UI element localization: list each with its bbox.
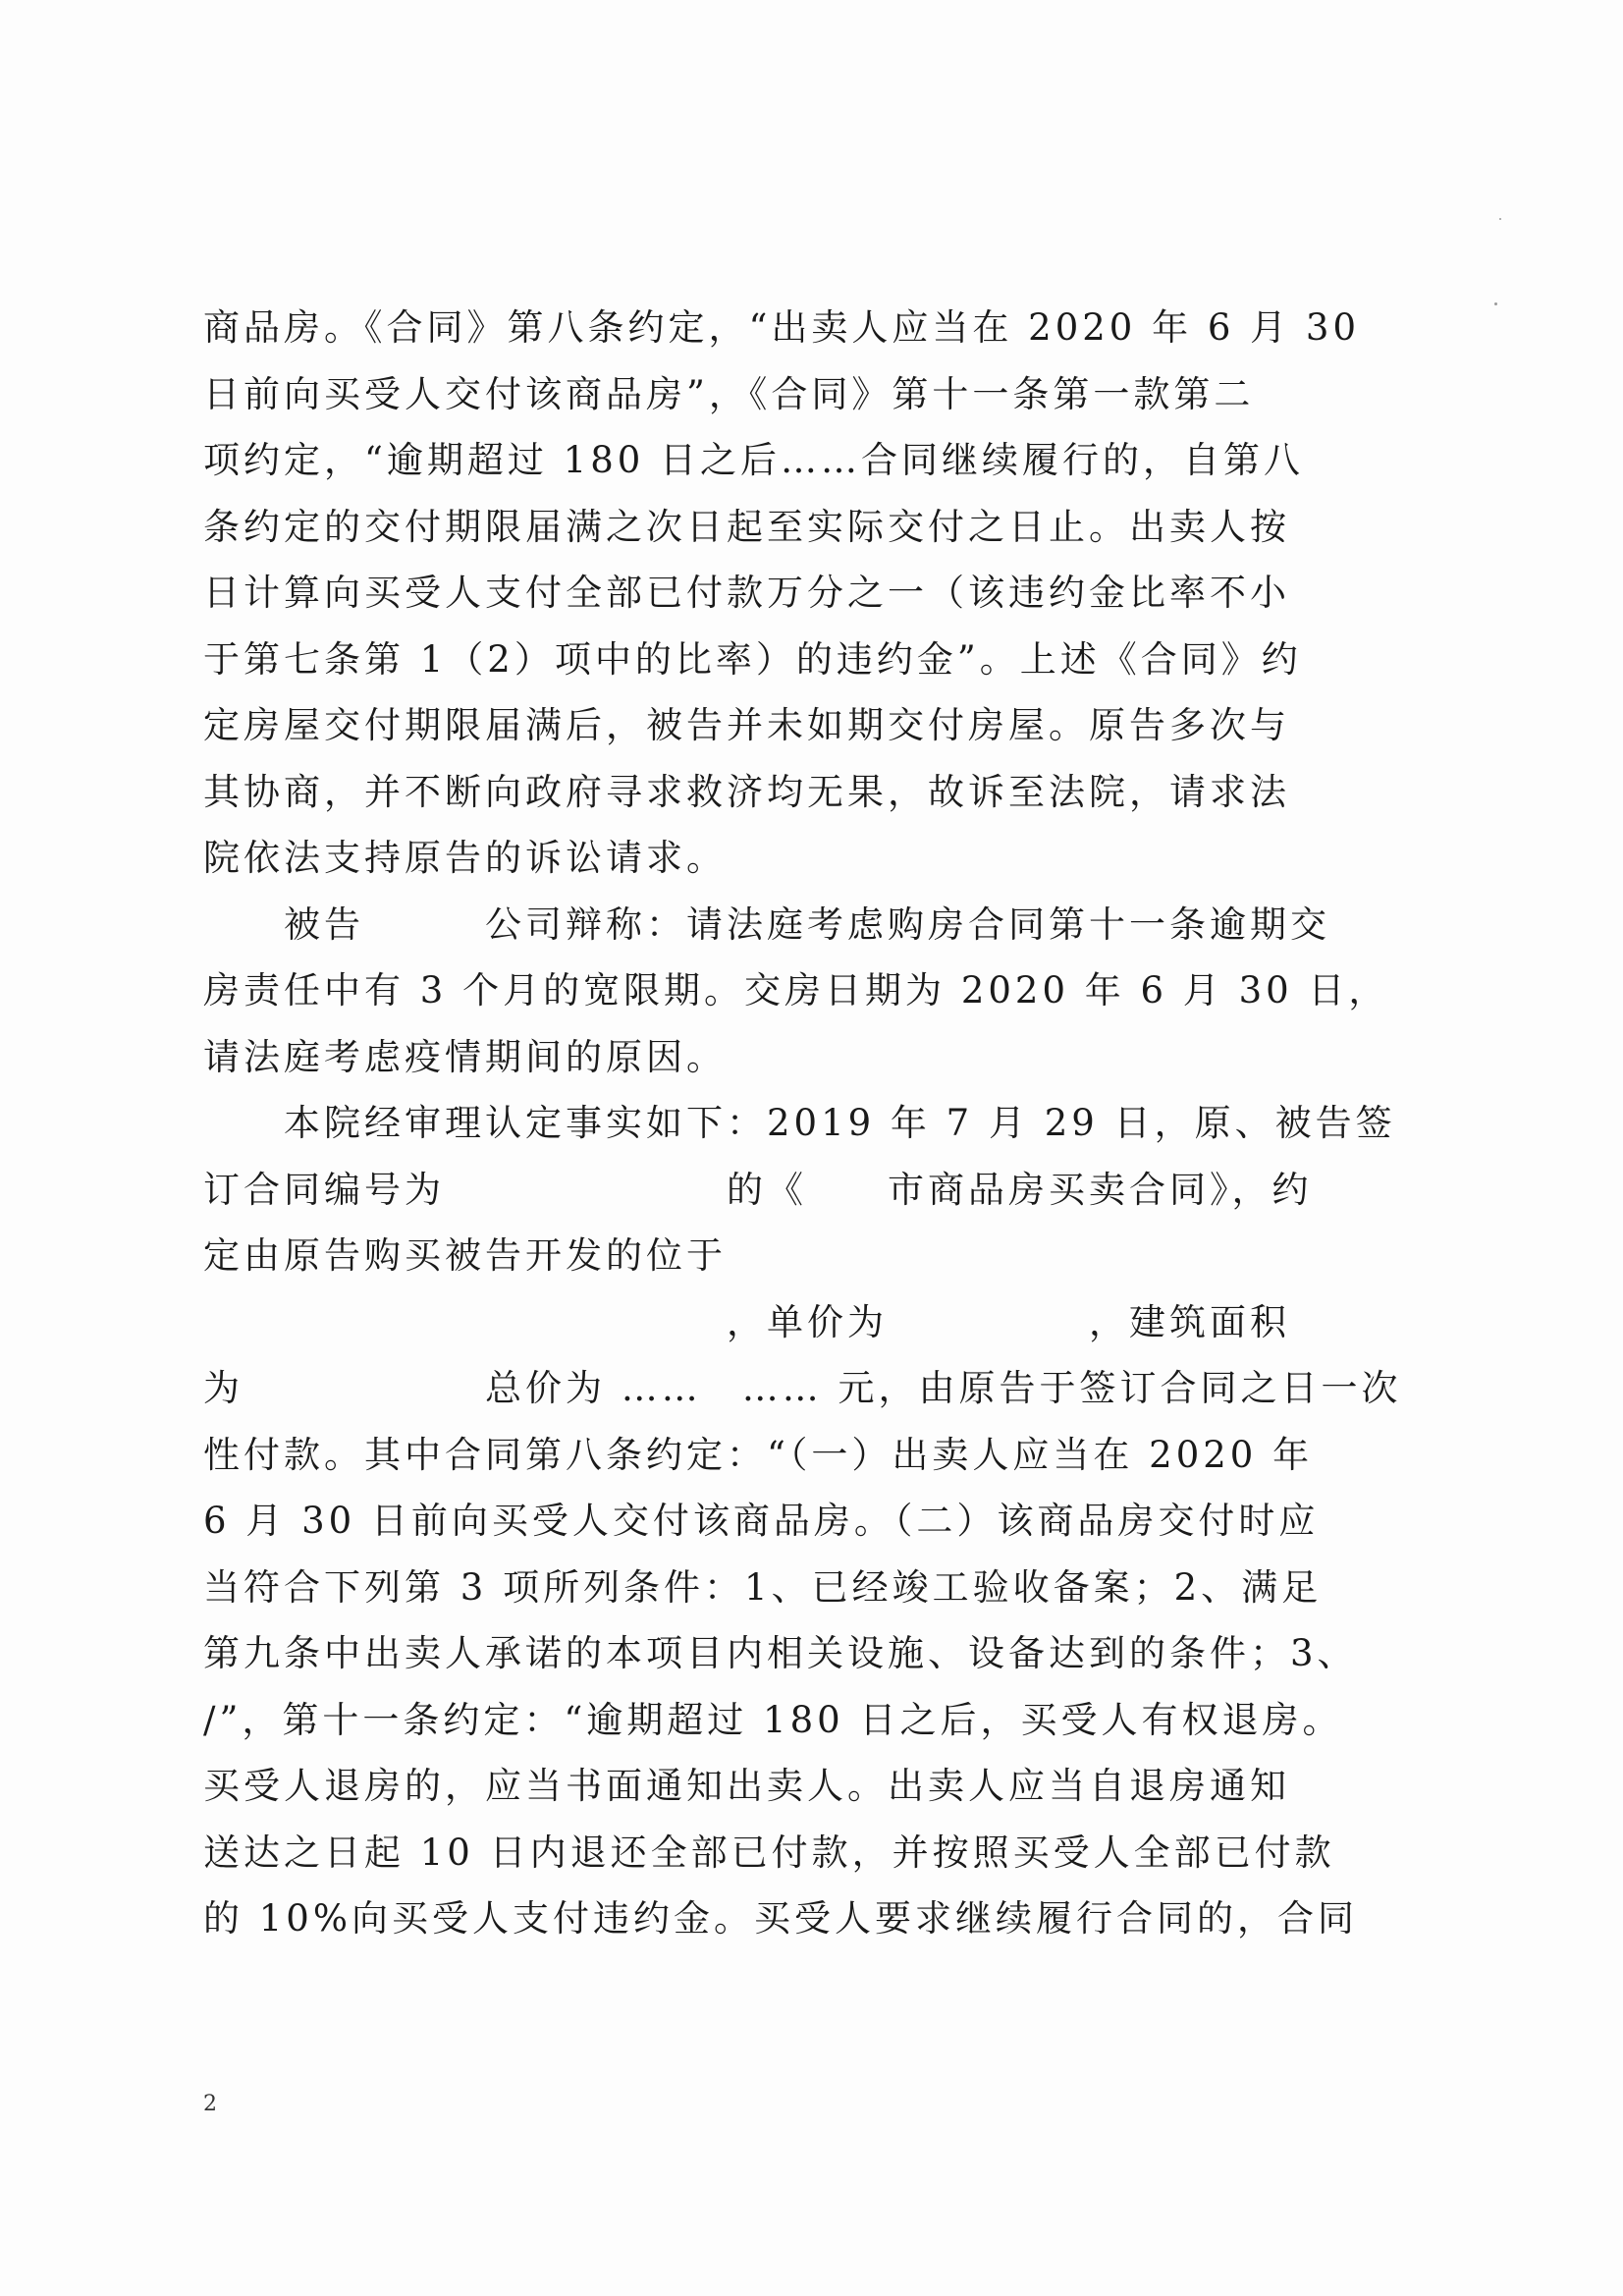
text-line: 项约定，“逾期超过 180 日之后……合同继续履行的，自第八 bbox=[203, 439, 1305, 481]
text-line: 性付款。其中合同第八条约定：“（一）出卖人应当在 2020 年 bbox=[203, 1433, 1314, 1476]
page-number: 2 bbox=[203, 2092, 217, 2116]
text-line: 院依法支持原告的诉讼请求。 bbox=[203, 837, 727, 879]
text-line: 被告 公司辩称：请法庭考虑购房合同第十一条逾期交 bbox=[203, 902, 1330, 946]
text-line: ，单价为 ，建筑面积 bbox=[203, 1300, 1290, 1343]
text-line: 于第七条第 1（2）项中的比率）的违约金”。上述《合同》约 bbox=[203, 637, 1302, 681]
text-line: 其协商，并不断向政府寻求救济均无果，故诉至法院，请求法 bbox=[203, 770, 1290, 813]
text-line: 的 10%向买受人支付违约金。买受人要求继续履行合同的，合同 bbox=[203, 1897, 1358, 1940]
text-line: 本院经审理认定事实如下：2019 年 7 月 29 日，原、被告签 bbox=[203, 1102, 1396, 1144]
text-line: 订合同编号为 的《 市商品房买卖合同》，约 bbox=[203, 1168, 1313, 1211]
text-line: 请法庭考虑疫情期间的原因。 bbox=[203, 1035, 727, 1078]
text-line: 6 月 30 日前向买受人交付该商品房。（二）该商品房交付时应 bbox=[203, 1500, 1320, 1542]
text-line: 定由原告购买被告开发的位于 bbox=[203, 1234, 727, 1277]
text-line: 日计算向买受人支付全部已付款万分之一（该违约金比率不小 bbox=[203, 572, 1290, 614]
text-line: 商品房。《合同》第八条约定，“出卖人应当在 2020 年 6 月 30 bbox=[203, 306, 1361, 349]
text-line: 送达之日起 10 日内退还全部已付款，并按照买受人全部已付款 bbox=[203, 1831, 1335, 1874]
text-line: 日前向买受人交付该商品房”，《合同》第十一条第一款第二 bbox=[203, 372, 1255, 415]
text-line: 定房屋交付期限届满后，被告并未如期交付房屋。原告多次与 bbox=[203, 704, 1290, 746]
scan-speck bbox=[1494, 302, 1497, 305]
text-line: 第九条中出卖人承诺的本项目内相关设施、设备达到的条件；3、 bbox=[203, 1632, 1358, 1674]
text-line: 当符合下列第 3 项所列条件：1、已经竣工验收备案；2、满足 bbox=[203, 1565, 1323, 1609]
document-body bbox=[203, 295, 1402, 1952]
text-line: 买受人退房的，应当书面通知出卖人。出卖人应当自退房通知 bbox=[203, 1765, 1290, 1807]
text-line: /”，第十一条约定：“逾期超过 180 日之后，买受人有权退房。 bbox=[203, 1698, 1343, 1741]
scan-speck bbox=[1499, 218, 1501, 220]
text-line: 房责任中有 3 个月的宽限期。交房日期为 2020 年 6 月 30 日， bbox=[203, 969, 1389, 1011]
text-line: 条约定的交付期限届满之次日起至实际交付之日止。出卖人按 bbox=[203, 505, 1290, 548]
text-line: 为 总价为 …… …… 元，由原告于签订合同之日一次 bbox=[203, 1367, 1402, 1409]
